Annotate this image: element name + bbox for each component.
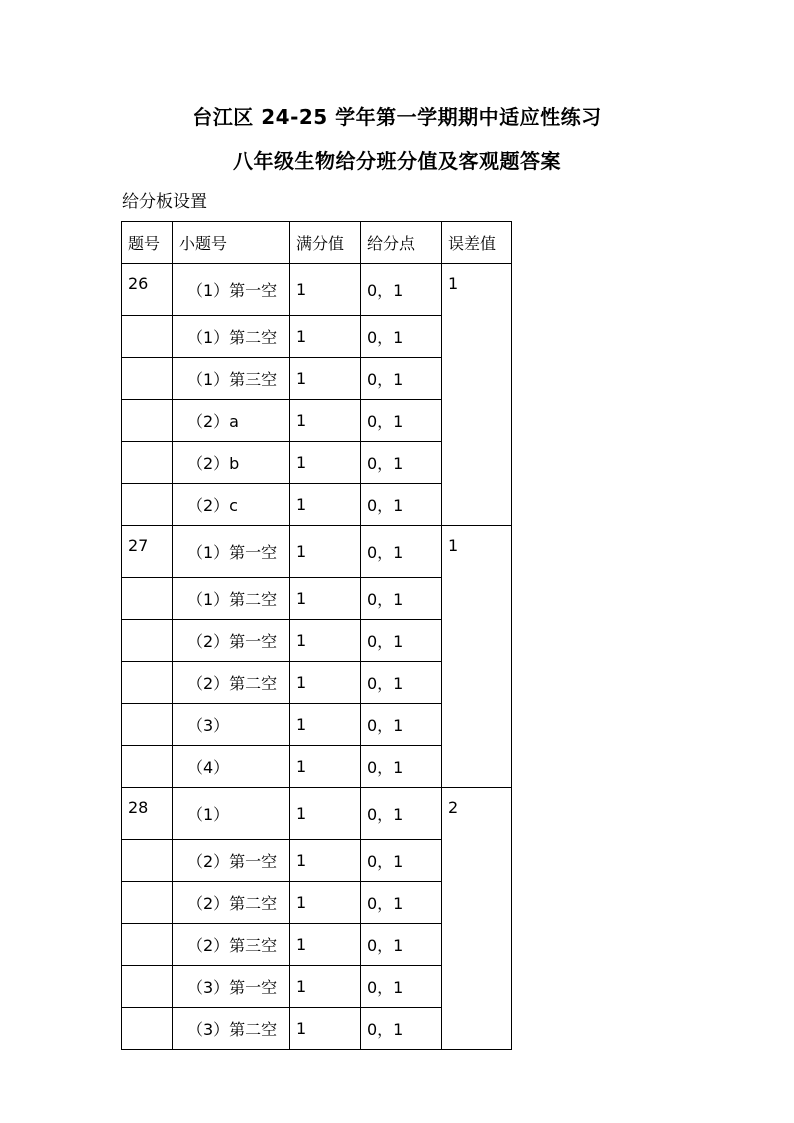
question-number-cell-empty xyxy=(122,966,173,1008)
question-number-cell: 27 xyxy=(122,526,173,578)
question-number-cell-empty xyxy=(122,882,173,924)
full-score-cell: 1 xyxy=(290,924,361,966)
score-points-cell: 0，1 xyxy=(361,788,442,840)
table-row xyxy=(122,264,512,316)
full-score-cell: 1 xyxy=(290,400,361,442)
table-row xyxy=(122,526,512,578)
sub-question-cell: （1）第三空 xyxy=(173,358,290,400)
full-score-cell: 1 xyxy=(290,966,361,1008)
question-number-cell-empty xyxy=(122,840,173,882)
score-points-cell: 0，1 xyxy=(361,620,442,662)
full-score-cell: 1 xyxy=(290,746,361,788)
score-points-cell: 0，1 xyxy=(361,662,442,704)
full-score-cell: 1 xyxy=(290,620,361,662)
question-number-cell-empty xyxy=(122,578,173,620)
sub-question-cell: （4） xyxy=(173,746,290,788)
table-header-row xyxy=(122,222,512,264)
header-tolerance: 误差值 xyxy=(442,222,512,264)
page-subtitle: 八年级生物给分班分值及客观题答案 xyxy=(233,149,561,173)
full-score-cell: 1 xyxy=(290,840,361,882)
sub-question-cell: （2）第二空 xyxy=(173,662,290,704)
tolerance-cell: 2 xyxy=(442,788,512,1050)
tolerance-cell: 1 xyxy=(442,264,512,526)
full-score-cell: 1 xyxy=(290,704,361,746)
question-number-cell-empty xyxy=(122,484,173,526)
sub-question-cell: （3）第一空 xyxy=(173,966,290,1008)
question-number-cell-empty xyxy=(122,662,173,704)
score-points-cell: 0，1 xyxy=(361,484,442,526)
score-points-cell: 0，1 xyxy=(361,704,442,746)
sub-question-cell: （1）第二空 xyxy=(173,316,290,358)
sub-question-cell: （2）a xyxy=(173,400,290,442)
sub-question-cell: （1）第一空 xyxy=(173,526,290,578)
question-number-cell-empty xyxy=(122,704,173,746)
question-number-cell-empty xyxy=(122,746,173,788)
full-score-cell: 1 xyxy=(290,662,361,704)
sub-question-cell: （2）第一空 xyxy=(173,620,290,662)
sub-question-cell: （3）第二空 xyxy=(173,1008,290,1050)
table-body xyxy=(122,264,512,1050)
question-number-cell-empty xyxy=(122,924,173,966)
sub-question-cell: （1）第二空 xyxy=(173,578,290,620)
full-score-cell: 1 xyxy=(290,264,361,316)
question-number-cell-empty xyxy=(122,620,173,662)
score-points-cell: 0，1 xyxy=(361,316,442,358)
question-number-cell-empty xyxy=(122,1008,173,1050)
table-row xyxy=(122,788,512,840)
full-score-cell: 1 xyxy=(290,442,361,484)
score-points-cell: 0，1 xyxy=(361,264,442,316)
sub-question-cell: （2）第二空 xyxy=(173,882,290,924)
sub-question-cell: （2）c xyxy=(173,484,290,526)
sub-question-cell: （2）b xyxy=(173,442,290,484)
page-title: 台江区 24-25 学年第一学期期中适应性练习 xyxy=(192,105,602,129)
header-sub-question: 小题号 xyxy=(173,222,290,264)
question-number-cell: 26 xyxy=(122,264,173,316)
score-points-cell: 0，1 xyxy=(361,840,442,882)
tolerance-cell: 1 xyxy=(442,526,512,788)
full-score-cell: 1 xyxy=(290,578,361,620)
full-score-cell: 1 xyxy=(290,788,361,840)
score-points-cell: 0，1 xyxy=(361,746,442,788)
header-question-number: 题号 xyxy=(122,222,173,264)
header-score-points: 给分点 xyxy=(361,222,442,264)
question-number-cell-empty xyxy=(122,442,173,484)
score-points-cell: 0，1 xyxy=(361,400,442,442)
question-number-cell-empty xyxy=(122,400,173,442)
sub-question-cell: （3） xyxy=(173,704,290,746)
question-number-cell-empty xyxy=(122,358,173,400)
score-points-cell: 0，1 xyxy=(361,882,442,924)
score-points-cell: 0，1 xyxy=(361,526,442,578)
header-full-score: 满分值 xyxy=(290,222,361,264)
full-score-cell: 1 xyxy=(290,484,361,526)
question-number-cell: 28 xyxy=(122,788,173,840)
full-score-cell: 1 xyxy=(290,526,361,578)
full-score-cell: 1 xyxy=(290,358,361,400)
sub-question-cell: （2）第三空 xyxy=(173,924,290,966)
full-score-cell: 1 xyxy=(290,1008,361,1050)
score-points-cell: 0，1 xyxy=(361,442,442,484)
score-points-cell: 0，1 xyxy=(361,1008,442,1050)
question-number-cell-empty xyxy=(122,316,173,358)
sub-question-cell: （2）第一空 xyxy=(173,840,290,882)
score-points-cell: 0，1 xyxy=(361,578,442,620)
sub-question-cell: （1）第一空 xyxy=(173,264,290,316)
score-points-cell: 0，1 xyxy=(361,924,442,966)
score-points-cell: 0，1 xyxy=(361,966,442,1008)
sub-question-cell: （1） xyxy=(173,788,290,840)
score-table xyxy=(121,221,512,1050)
score-points-cell: 0，1 xyxy=(361,358,442,400)
full-score-cell: 1 xyxy=(290,882,361,924)
full-score-cell: 1 xyxy=(290,316,361,358)
section-label: 给分板设置 xyxy=(122,192,207,212)
